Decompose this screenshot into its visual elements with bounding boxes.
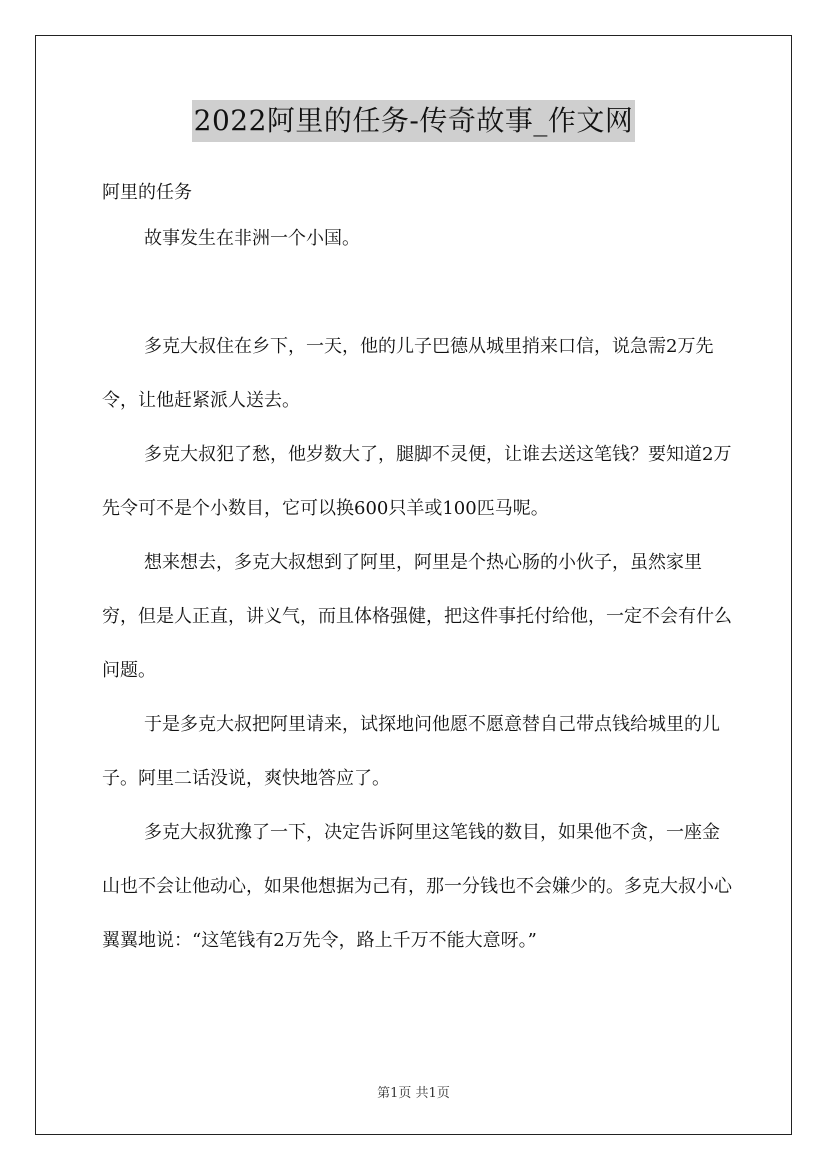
page-footer: 第1页 共1页 [377, 1086, 450, 1101]
paragraph-2: 多克大叔住在乡下，一天，他的儿子巴德从城里捎来口信，说急需2万先令，让他赶紧派人送去。 [102, 336, 714, 411]
story-heading: 阿里的任务 [102, 182, 192, 203]
paragraph-1: 故事发生在非洲一个小国。 [144, 228, 360, 249]
paragraph-4: 想来想去，多克大叔想到了阿里，阿里是个热心肠的小伙子，虽然家里穷，但是人正直，讲义气，而且体格强健，把这件事托付给他，一定不会有什么问题。 [102, 552, 732, 681]
story-body [102, 212, 732, 968]
document-title-wrap [0, 100, 827, 142]
paragraph-5: 于是多克大叔把阿里请来，试探地问他愿不愿意替自己带点钱给城里的儿子。阿里二话没说，爽快地答应了。 [102, 714, 720, 789]
document-title: 2022阿里的任务-传奇故事_作文网 [192, 100, 636, 142]
paragraph-6: 多克大叔犹豫了一下，决定告诉阿里这笔钱的数目，如果他不贪，一座金山也不会让他动心，如果他想据为己有，那一分钱也不会嫌少的。多克大叔小心翼翼地说：“这笔钱有2万先令，路上千万不能大意呀。” [102, 822, 732, 951]
paragraph-gap [102, 266, 732, 320]
paragraph-3: 多克大叔犯了愁，他岁数大了，腿脚不灵便，让谁去送这笔钱？要知道2万先令可不是个小数目，它可以换600只羊或100匹马呢。 [102, 444, 732, 519]
